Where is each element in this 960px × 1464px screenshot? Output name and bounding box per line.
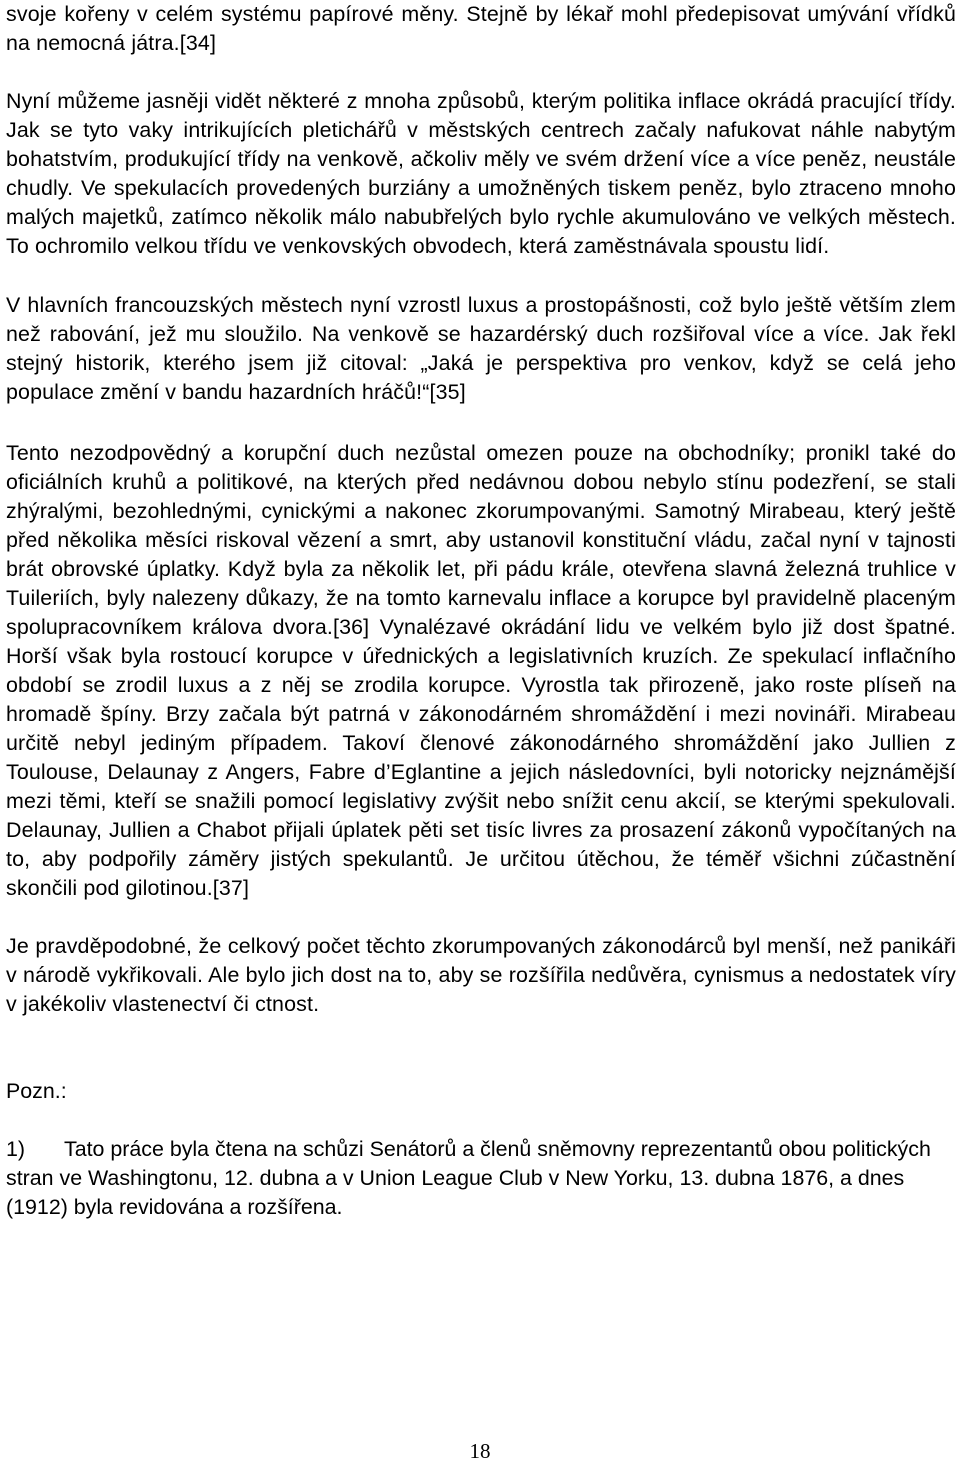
paragraph-inflation-classes: Nyní můžeme jasněji vidět některé z mnoha způsobů, kterým politika inflace okrádá pracující třídy. Jak se tyto vaky intrikujících pletichářů v městských centrech začaly nafukovat náhle nabytým bohatstvím, produkující třídy na venkově, ačkoliv měly ve svém držení více a více peněz, neustále chudly. Ve spekulacích provedených burziány a umožněných tiskem peněz, bylo ztraceno mnoho malých majetků, zatímco několik málo nabubřelých bylo rychle akumulováno ve velkých městech. To ochromilo velkou třídu ve venkovských obvodech, která zaměstnávala spoustu lidí.	[6, 89, 956, 258]
paragraph-corruption: Tento nezodpovědný a korupční duch nezůstal omezen pouze na obchodníky; pronikl také do oficiálních kruhů a politikové, na kterých před nedávnou dobou nebylo stínu podezření, se stali zhýralými, bezohlednými, cynickými a nakonec zkorumpovanými. Samotný Mirabeau, který ještě před několika měsíci riskoval vězení a smrt, aby ustanovil konstituční vládu, začal nyní v tajnosti brát obrovské úplatky. Když byla za několik let, při pádu krále, otevřena slavná železná truhlice v Tuileriích, byly nalezeny důkazy, že na tomto karnevalu inflace a korupce byl pravidelně placeným spolupracovníkem králova dvora.[36] Vynalézavé okrádání lidu ve velkém bylo již dost špatné. Horší však byla rostoucí korupce v úřednických a legislativních kruzích. Ze spekulací inflačního období se zrodil luxus a z něj se zrodila korupce. Vyrostla tak přirozeně, jako roste plíseň na hromadě špíny. Brzy začala být patrná v zákonodárném shromáždění i mezi novináři. Mirabeau určitě nebyl jediným případem. Takoví členové zákonodárného shromáždění jako Jullien z Toulouse, Delaunay z Angers, Fabre d’Eglantine a jejich následovníci, byli notoricky nejznámější mezi těmi, kteří se snažili pomocí legislativy zvýšit nebo snížit cenu akcií, se kterými spekulovali. Delaunay, Jullien a Chabot přijali úplatek pěti set tisíc livres za prosazení zákonů vypočítaných na to, aby podpořily záměry jistých spekulantů. Je určitou útěchou, že téměř všichni zúčastnění skončili pod gilotinou.[37]	[6, 441, 956, 900]
footnote-text: Tato práce byla čtena na schůzi Senátorů a členů sněmovny reprezentantů obou politických stran ve Washingtonu, 12. dubna a v Union League Club v New Yorku, 13. dubna 1876, a dnes (1912) byla revidována a rozšířena.	[6, 1137, 931, 1219]
paragraph-luxury: V hlavních francouzských městech nyní vzrostl luxus a prostopášnosti, což bylo ještě větším zlem než rabování, jež mu sloužilo. Na venkově se hazardérský duch rozšiřoval více a více. Jak řekl stejný historik, kterého jsem již citoval: „Jaká je perspektiva pro venkov, když se celá jeho populace změní v bandu hazardních hráčů!“[35]	[6, 293, 956, 404]
document-page	[6, 0, 956, 1222]
footnote	[6, 1135, 956, 1222]
notes-heading: Pozn.:	[6, 1079, 67, 1103]
paragraph-continuation: svoje kořeny v celém systému papírové měny. Stejně by lékař mohl předepisovat umývání vřídků na nemocná játra.[34]	[6, 2, 956, 55]
paragraph-distrust: Je pravděpodobné, že celkový počet těchto zkorumpovaných zákonodárců byl menší, než panikáři v národě vykřikovali. Ale bylo jich dost na to, aby se rozšířila nedůvěra, cynismus a nedostatek víry v jakékoliv vlastenectví či ctnost.	[6, 934, 956, 1016]
page-number: 18	[469, 1439, 491, 1463]
footnote-number: 1)	[6, 1137, 26, 1161]
